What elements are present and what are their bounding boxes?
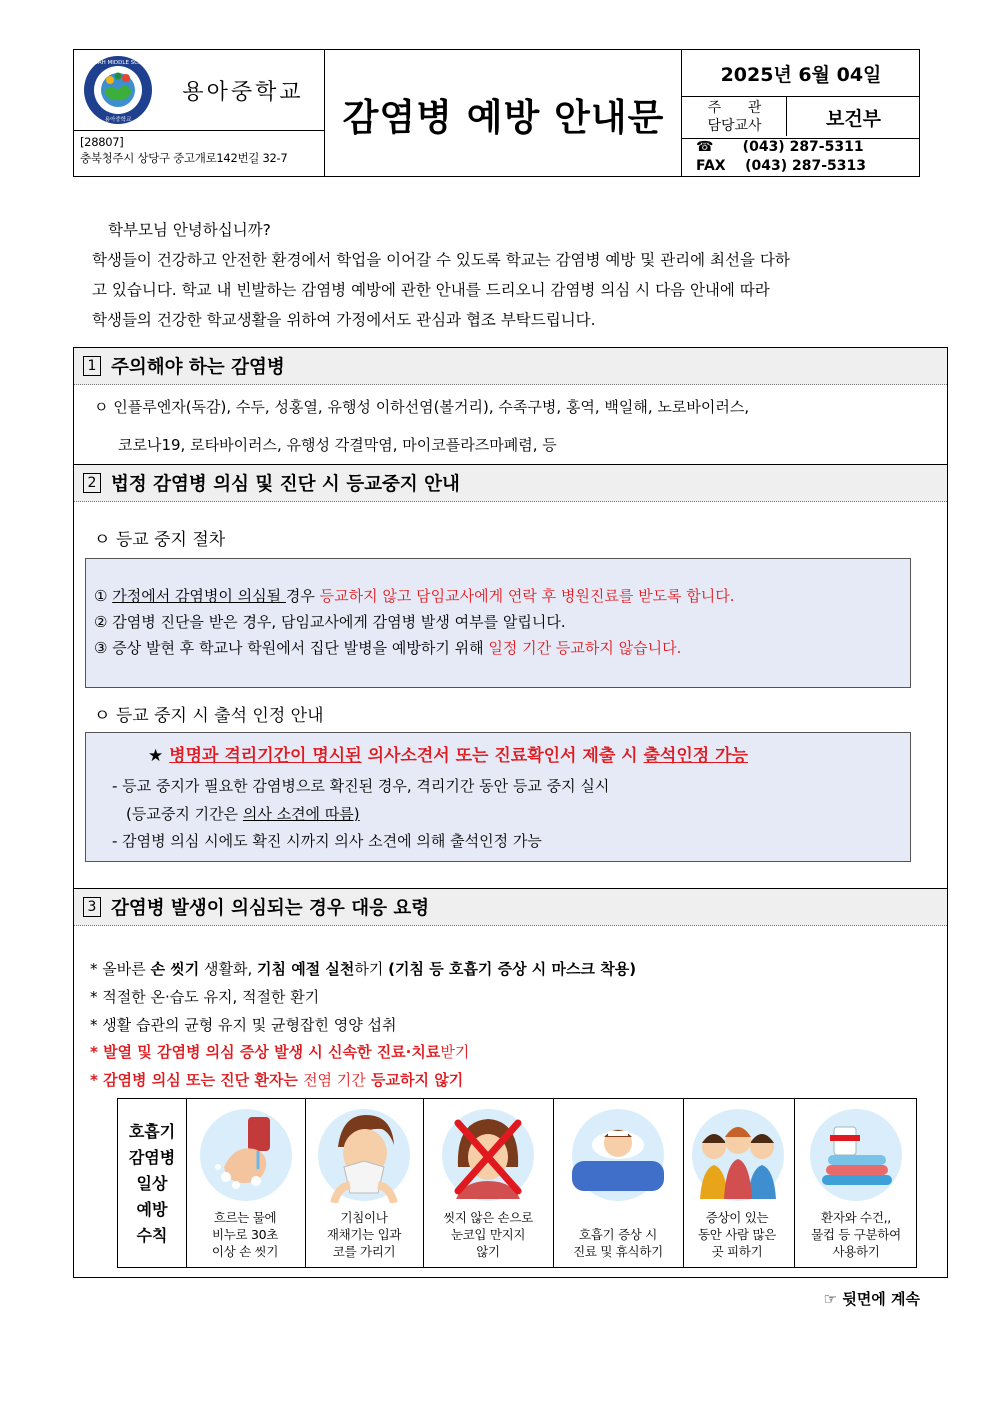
avoid-crowds-icon (686, 1107, 790, 1203)
cough-cover-icon (312, 1107, 416, 1203)
section-heading: 3 감염병 발생이 의심되는 경우 대응 요령 (74, 889, 947, 926)
svg-text:YONGAH MIDDLE SCHOOL: YONGAH MIDDLE SCHOOL (82, 60, 154, 66)
svg-text:용아중학교: 용아중학교 (104, 117, 132, 123)
header-table (73, 49, 920, 177)
school-logo (78, 54, 158, 126)
continue-note: ☞ 뒷면에 계속 (823, 1290, 920, 1308)
note-1: - 등교 중지가 필요한 감염병으로 확진된 경우, 격리기간 동안 등교 중지 실시 (112, 777, 610, 795)
tip-1: * 올바른 손 씻기 생활화, 기침 예절 실천하기 (기침 등 호흡기 증상 시 마스크 착용) (90, 960, 637, 978)
section-heading: 2 법정 감염병 의심 및 진단 시 등교중지 안내 (74, 465, 947, 502)
rule-caption-5: 증상이 있는 동안 사람 많은 곳 피하기 (698, 1210, 776, 1259)
rule-caption-1: 흐르는 물에 비누로 30초 이상 손 씻기 (211, 1210, 279, 1259)
subheading-attendance: ㅇ 등교 중지 시 출석 인정 안내 (94, 706, 324, 726)
subheading-procedure: ㅇ 등교 중지 절차 (94, 530, 226, 550)
school-address: [28807] 충북청주시 상당구 중고개로142번길 32-7 (80, 135, 288, 165)
attendance-notice: ★ 병명과 격리기간이 명시된 의사소견서 또는 진료확인서 제출 시 출석인정 가능 (148, 746, 748, 766)
rule-caption-4: 호흡기 증상 시 진료 및 휴식하기 (573, 1227, 663, 1259)
school-name: 용아중학교 (182, 79, 304, 105)
section-absence (73, 464, 948, 889)
intro-text: 학부모님 안녕하십니까? 학생들이 건강하고 안전한 환경에서 학업을 이어갈 수 있도록 학교는 감염병 예방 및 관리에 최선을 다하 고 있습니다. 학교 내 빈발하는 감염병 예방에 관한 안내를 드리오니 감염병 의심 시 다음 안내에 따라 학생들의 건강한 학교생활을 위하여 가정에서도 관심과 협조 부탁드립니다. (92, 221, 790, 329)
rest-in-bed-icon (566, 1107, 670, 1203)
section-heading: 1 주의해야 하는 감염병 (74, 348, 947, 385)
rule-caption-2: 기침이나 재채기는 입과 코를 가리기 (326, 1210, 402, 1259)
separate-items-icon (804, 1107, 908, 1203)
disease-list-line2: 코로나19, 로타바이러스, 유행성 각결막염, 마이코플라즈마폐렴, 등 (118, 436, 557, 454)
tip-5: * 감염병 의심 또는 진단 환자는 전염 기간 등교하지 않기 (90, 1071, 464, 1089)
page-title: 감염병 예방 안내문 (342, 96, 665, 139)
note-2: (등교중지 기간은 의사 소견에 따름) (126, 805, 360, 823)
tip-4: * 발열 및 감염병 의심 증상 발생 시 신속한 진료·치료받기 (90, 1043, 470, 1061)
note-3: - 감염병 의심 시에도 확진 시까지 의사 소견에 의해 출석인정 가능 (112, 832, 542, 850)
handwash-icon (194, 1107, 298, 1203)
manager-label: 주 관 담당교사 (707, 100, 762, 134)
disease-list-line1: ㅇ 인플루엔자(독감), 수두, 성홍열, 유행성 이하선염(볼거리), 수족구병, 홍역, 백일해, 노로바이러스, (94, 398, 750, 416)
section-diseases (73, 347, 948, 465)
department: 보건부 (825, 107, 882, 130)
step-2: ② 감염병 진단을 받은 경우, 담임교사에게 감염병 발생 여부를 알립니다. (94, 613, 566, 631)
tip-2: * 적절한 온·습도 유지, 적절한 환기 (90, 988, 320, 1006)
contact-info: ☎ (043) 287-5311 FAX (043) 287-5313 (696, 139, 866, 174)
rule-caption-6: 환자와 수건,, 물컵 등 구분하여 사용하기 (811, 1210, 901, 1259)
rules-label: 호흡기 감염병 일상 예방 수칙 (128, 1122, 176, 1245)
step-1: ① 가정에서 감염병이 의심될 경우 등교하지 않고 담임교사에게 연락 후 병원진료를 받도록 합니다. (94, 587, 735, 605)
attendance-box (85, 732, 911, 862)
no-face-touch-icon (436, 1107, 540, 1203)
prevention-rules-table (117, 1098, 917, 1268)
rule-caption-3: 씻지 않은 손으로 눈코입 만지지 않기 (443, 1210, 533, 1259)
procedure-box (85, 558, 911, 688)
tip-3: * 생활 습관의 균형 유지 및 균형잡힌 영양 섭취 (90, 1016, 397, 1034)
step-3: ③ 증상 발현 후 학교나 학원에서 집단 발병을 예방하기 위해 일정 기간 등교하지 않습니다. (94, 639, 682, 657)
notice-date: 2025년 6월 04일 (720, 63, 882, 86)
